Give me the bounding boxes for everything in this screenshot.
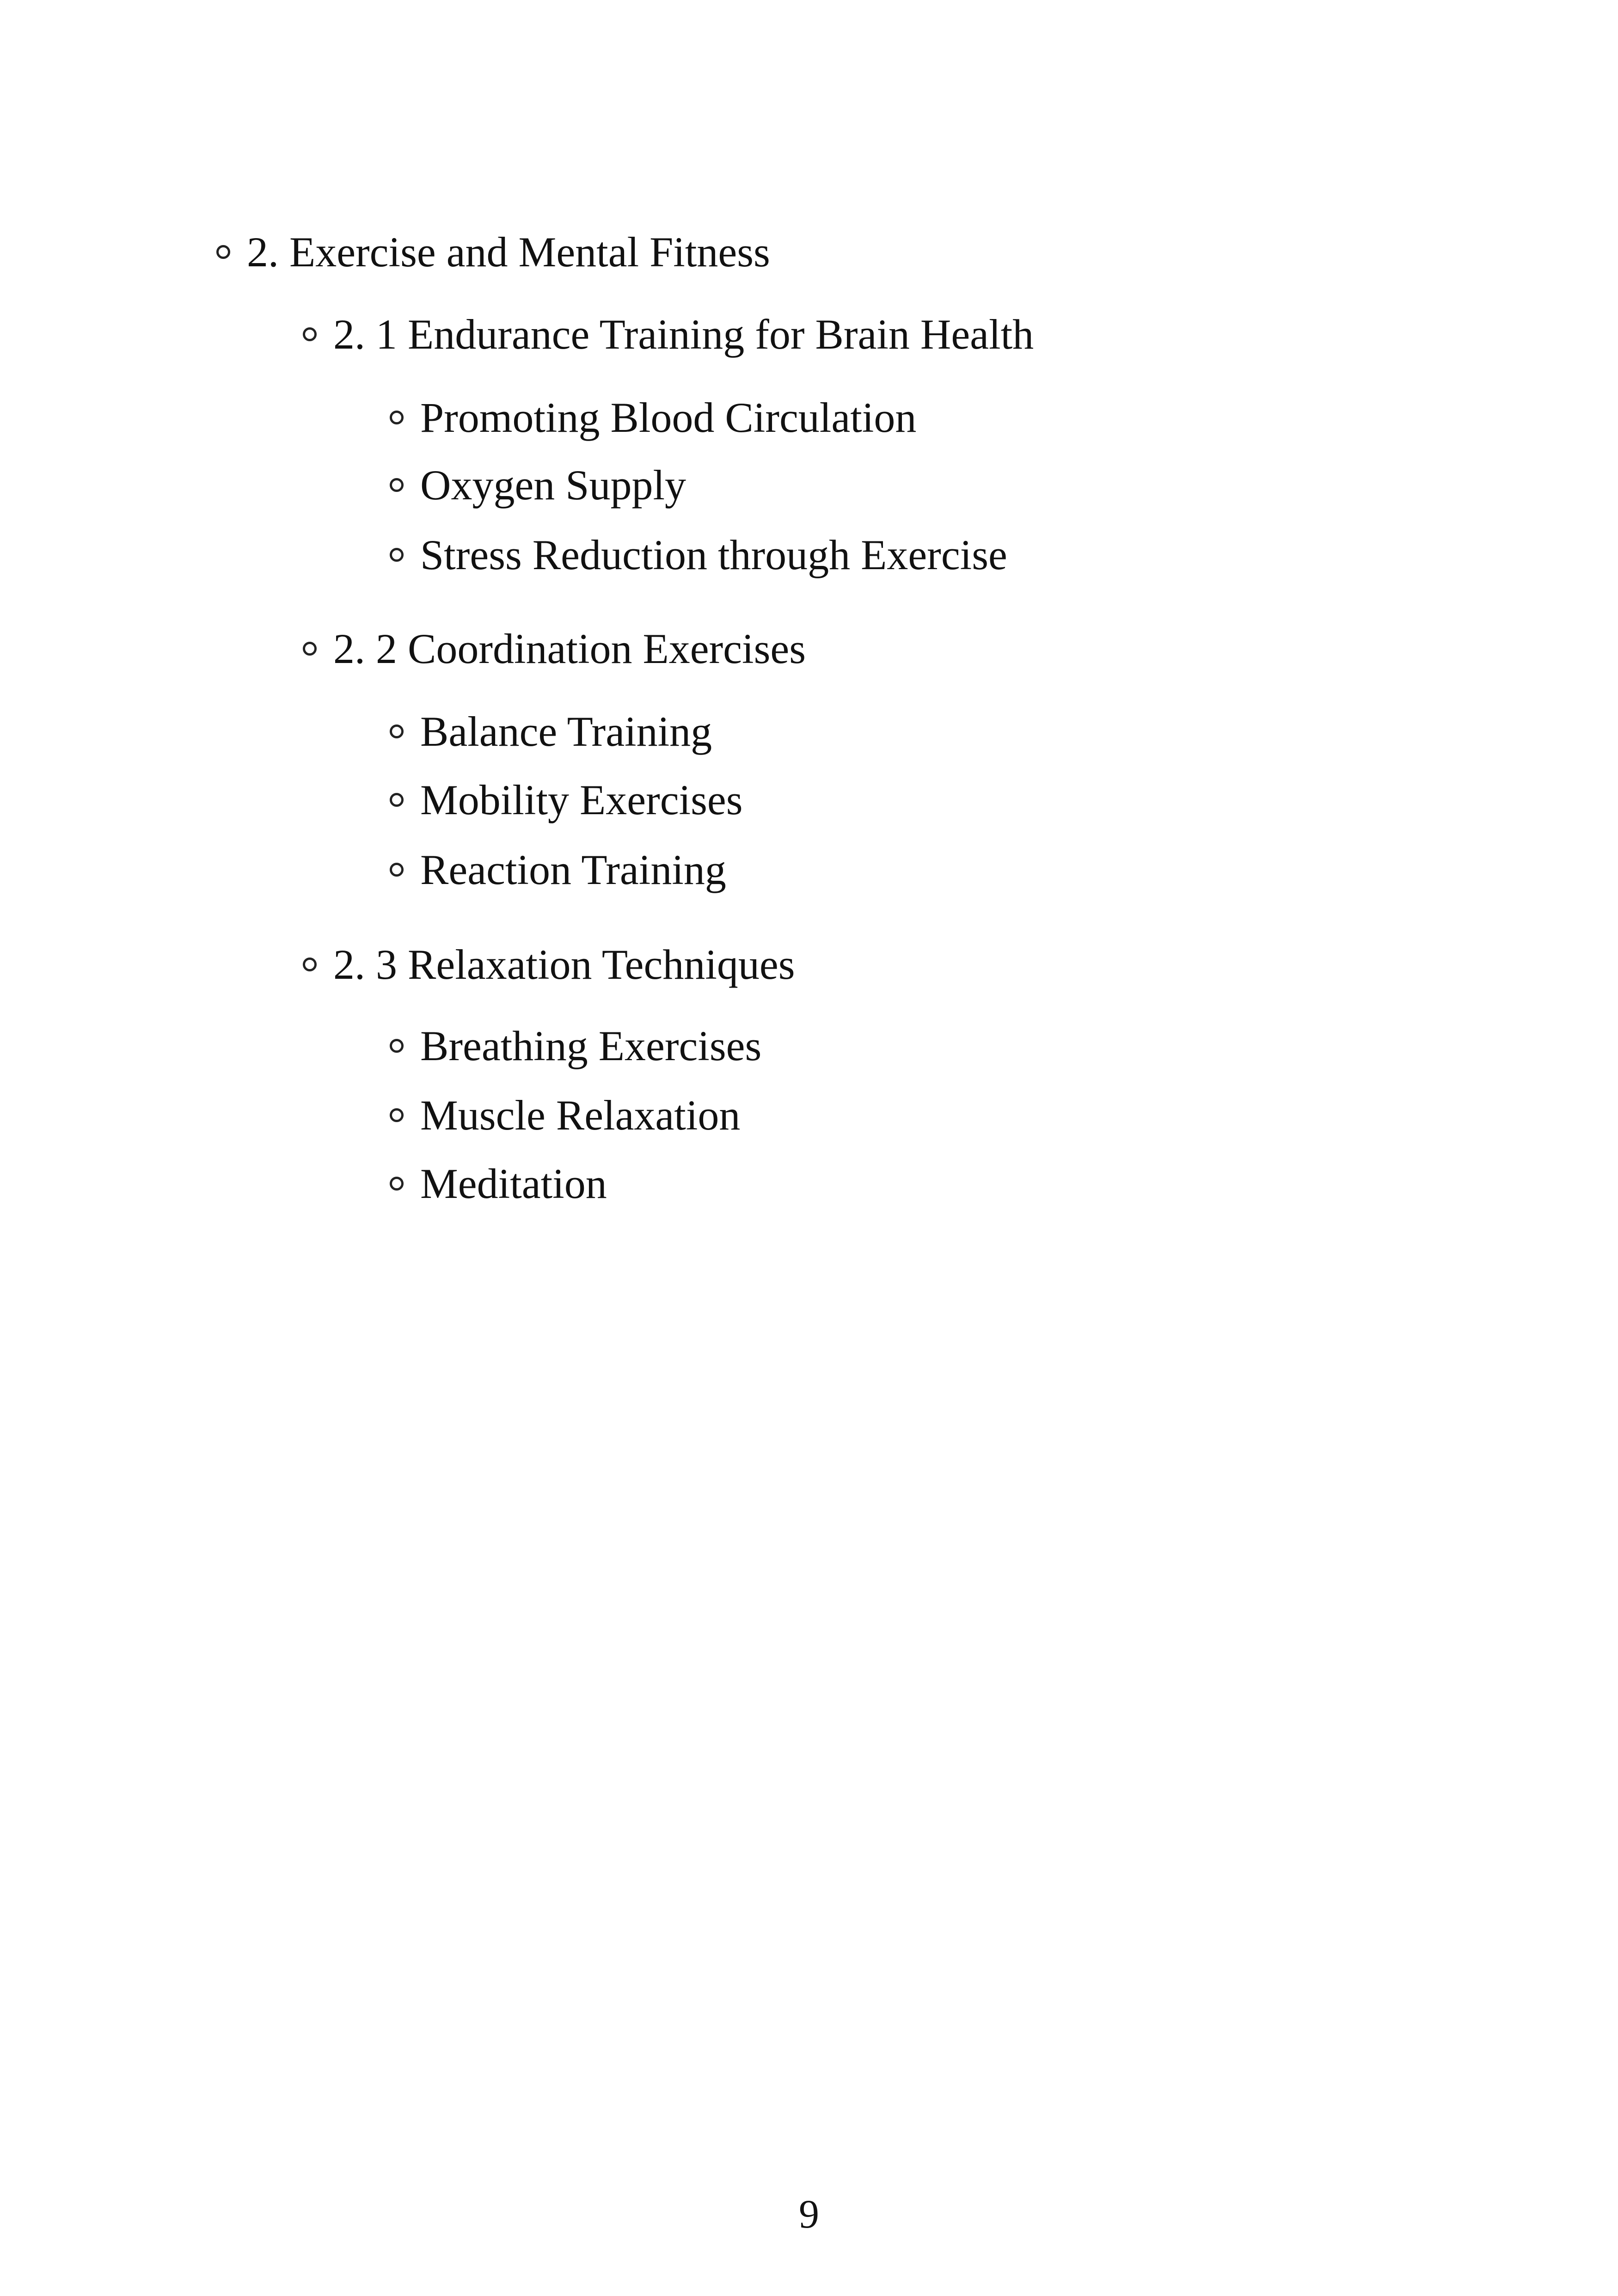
hollow-bullet-icon [390,548,404,562]
section-title: 2. 3 Relaxation Techniques [333,941,795,988]
outline-level2-item [303,623,806,674]
hollow-bullet-icon [390,1039,404,1053]
section-title: 2. 1 Endurance Training for Brain Health [333,311,1034,358]
outline-level3-item [390,392,916,443]
outline-level3-item [390,844,726,895]
list-item-text: Promoting Blood Circulation [420,394,917,441]
page-number: 9 [799,2192,819,2237]
list-item-text: Breathing Exercises [420,1022,762,1069]
hollow-bullet-icon [390,793,404,807]
hollow-bullet-icon [390,724,404,738]
list-item-text: Stress Reduction through Exercise [420,531,1007,578]
outline-level3-item [390,706,712,757]
list-item-text: Reaction Training [420,846,726,893]
list-item-text: Balance Training [420,708,712,755]
hollow-bullet-icon [216,245,230,259]
outline-level3-item [390,1158,607,1209]
hollow-bullet-icon [303,327,317,341]
hollow-bullet-icon [390,478,404,492]
outline-level3-item [390,529,1007,580]
section-title: 2. 2 Coordination Exercises [333,625,806,672]
hollow-bullet-icon [303,642,317,656]
outline-level3-item [390,460,686,510]
list-item-text: Muscle Relaxation [420,1092,741,1139]
hollow-bullet-icon [303,958,317,971]
outline-heading: 2. Exercise and Mental Fitness [247,228,770,276]
outline-level3-item [390,1090,740,1141]
outline-level3-item [390,774,743,825]
outline-level3-item [390,1020,761,1071]
list-item-text: Oxygen Supply [420,461,686,509]
outline-level2-item [303,309,1034,360]
list-item-text: Mobility Exercises [420,776,743,823]
outline-level2-item [303,939,795,990]
list-item-text: Meditation [420,1160,607,1207]
outline-level1-item [216,227,770,277]
hollow-bullet-icon [390,1108,404,1122]
hollow-bullet-icon [390,411,404,424]
hollow-bullet-icon [390,1177,404,1191]
hollow-bullet-icon [390,863,404,877]
